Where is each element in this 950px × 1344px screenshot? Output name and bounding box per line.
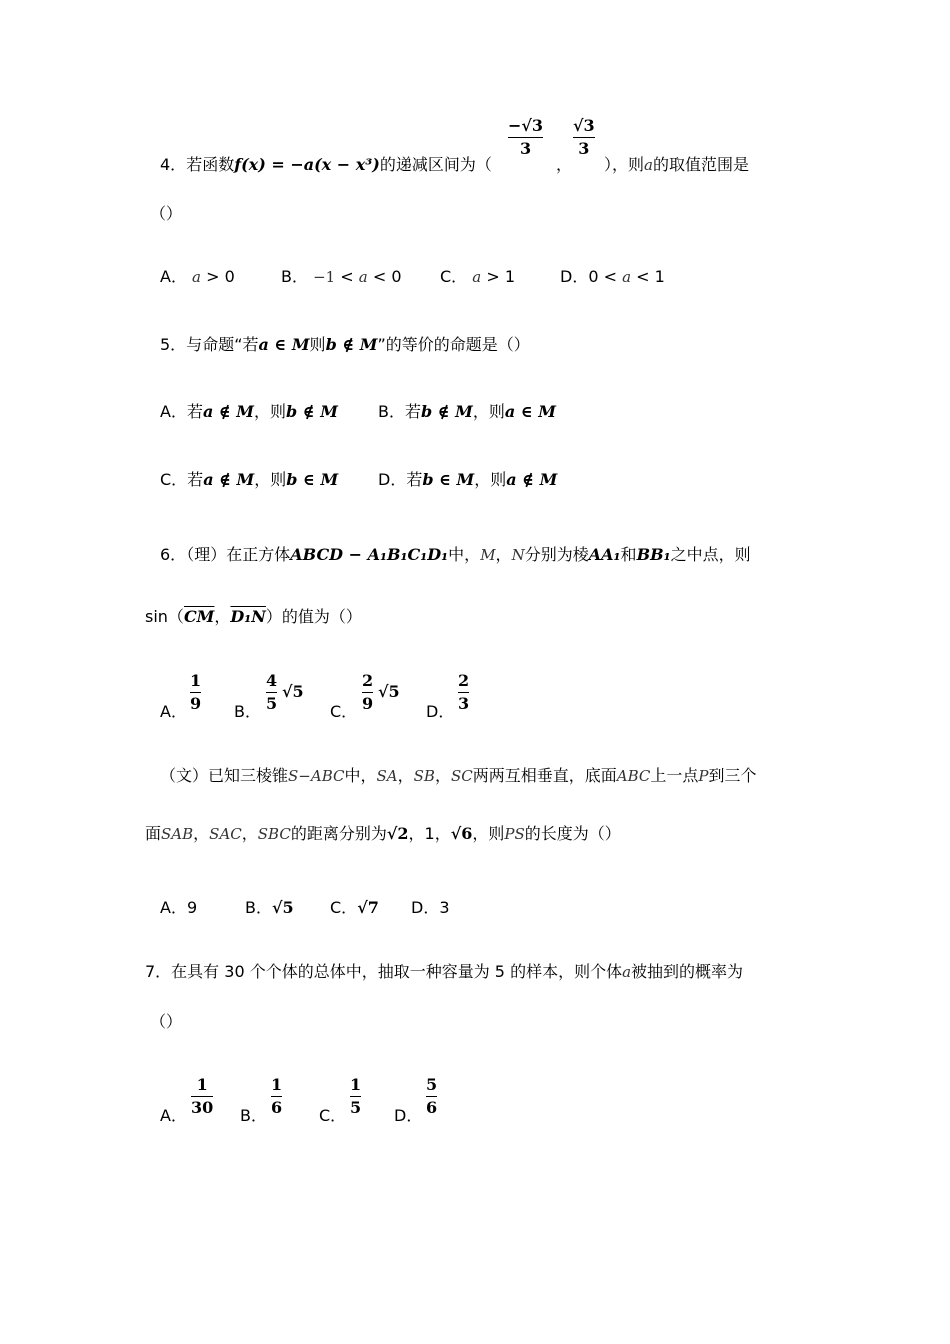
- q5-stem: [160, 335, 530, 355]
- q4-paren: （）: [150, 204, 183, 223]
- q4-number: 4．: [160, 155, 187, 174]
- fraction-bar: [190, 692, 201, 693]
- frac-denominator: 9: [362, 694, 374, 713]
- edge-sa: SA: [376, 767, 398, 785]
- var-a: a: [622, 963, 632, 981]
- q7-option-d-label: D．: [394, 1106, 423, 1125]
- segment-ps: PS: [504, 825, 525, 843]
- option-label: B．若: [378, 402, 421, 421]
- option-text: <: [340, 267, 354, 286]
- q6-text-5: 之中点，则: [670, 545, 751, 564]
- q6-option-a-label: A．: [160, 702, 187, 721]
- q6-option-a-fraction: [190, 672, 201, 713]
- option-text: ，则: [474, 470, 507, 489]
- q6-option-b-label: B．: [234, 702, 261, 721]
- var-a: a: [622, 268, 632, 286]
- option-text: 0 <: [588, 267, 617, 286]
- sqrt-2: √2: [386, 824, 409, 843]
- sqrt-5: √5: [271, 898, 294, 917]
- separator: ，: [214, 607, 231, 626]
- q5-text-2: 则: [309, 335, 326, 354]
- q4-option-c: [440, 267, 515, 287]
- frac-numerator: 5: [426, 1075, 438, 1094]
- q6-text-2: 中，: [448, 545, 481, 564]
- q7-stem: [145, 962, 743, 982]
- var-a: a: [358, 268, 368, 286]
- q6w-text-6: 面: [145, 824, 162, 843]
- q5-condition-2: b ∉ M: [325, 335, 378, 354]
- q6w-text-9: ，则: [472, 824, 505, 843]
- q4-option-a: [160, 267, 235, 287]
- q6-number: 6．: [160, 545, 187, 564]
- q6w-option-d: D．3: [411, 898, 450, 917]
- q4-option-b: [281, 267, 402, 287]
- edge-sc: SC: [450, 767, 473, 785]
- edge-aa1: AA₁: [588, 545, 621, 564]
- vector-d1n: D₁N: [230, 607, 266, 626]
- var-m: M: [480, 546, 496, 564]
- condition: a ∉ M: [203, 470, 255, 489]
- q7-text-2: 被抽到的概率为: [631, 962, 744, 981]
- var-a: a: [644, 156, 653, 174]
- q7-option-c-label: C．: [319, 1106, 347, 1125]
- q7-text-1: 7．在具有 30 个个体的总体中，抽取一种容量为 5 的样本，则个体: [145, 962, 623, 981]
- q6-stem: [160, 545, 751, 565]
- fraction-bar: [573, 137, 595, 138]
- q7-option-b-label: B．: [240, 1106, 267, 1125]
- fraction-bar: [458, 692, 469, 693]
- q7-paren: （）: [150, 1012, 183, 1031]
- var-a: a: [472, 268, 482, 286]
- fraction-bar: [191, 1096, 213, 1097]
- fraction-bar: [271, 1096, 282, 1097]
- q4-stem: [160, 155, 492, 175]
- frac-denominator: 3: [458, 694, 470, 713]
- frac-denominator: 30: [191, 1098, 214, 1117]
- option-label: B．: [281, 267, 308, 286]
- fraction-bar: [362, 692, 373, 693]
- q6w-text-8: ，1，: [408, 824, 451, 843]
- face-sbc: SBC: [257, 825, 291, 843]
- q5-option-a: [160, 402, 338, 422]
- q6-option-b-fraction: [266, 672, 277, 713]
- frac-numerator: 1: [190, 671, 202, 690]
- option-label: D．若: [378, 470, 423, 489]
- q5-condition-1: a ∈ M: [258, 335, 310, 354]
- option-text: < 1: [636, 267, 665, 286]
- q6-option-c-label: C．: [330, 702, 358, 721]
- q6-text-6: ）的值为（）: [265, 607, 362, 626]
- frac-denominator: 9: [190, 694, 202, 713]
- option-label: C．: [330, 898, 358, 917]
- q6w-text-5: 到三个: [708, 766, 757, 785]
- q7-option-d-fraction: [426, 1076, 437, 1117]
- q5-option-c: [160, 470, 338, 490]
- q4-text-1: 若函数: [186, 155, 235, 174]
- sin-text: sin（: [145, 607, 184, 626]
- q6w-text-3: 两两互相垂直，底面: [472, 766, 617, 785]
- q6-cube: ABCD − A₁B₁C₁D₁: [290, 545, 449, 564]
- option-label: B．: [245, 898, 272, 917]
- q6-option-d-fraction: [458, 672, 469, 713]
- frac-numerator: 1: [350, 1075, 362, 1094]
- option-text: > 1: [486, 267, 515, 286]
- frac-denominator: 6: [426, 1098, 438, 1117]
- frac-denominator: 3: [519, 139, 532, 158]
- q6w-option-b: [245, 898, 294, 918]
- var-n: N: [511, 546, 525, 564]
- q4-interval-right: [573, 117, 595, 158]
- option-label: C．若: [160, 470, 204, 489]
- condition: a ∈ M: [504, 402, 556, 421]
- frac-denominator: 6: [271, 1098, 283, 1117]
- option-label: A．若: [160, 402, 203, 421]
- q7-option-a-label: A．: [160, 1106, 187, 1125]
- condition: b ∈ M: [422, 470, 475, 489]
- point-p: P: [698, 767, 709, 785]
- frac-numerator: √3: [573, 116, 595, 135]
- separator: ，: [495, 545, 512, 564]
- face-abc: ABC: [616, 767, 651, 785]
- q4-option-d: [560, 267, 665, 287]
- q6-option-c-sqrt: √5: [378, 682, 400, 701]
- q6w-stem-line-1: [160, 766, 756, 786]
- q6w-text-2: 中，: [344, 766, 377, 785]
- q6-option-d-label: D．: [426, 702, 455, 721]
- frac-numerator: √3: [521, 116, 544, 135]
- q6w-stem-line-2: [145, 824, 621, 844]
- frac-numerator: 2: [458, 671, 470, 690]
- q6w-option-c: [330, 898, 379, 918]
- condition: a ∉ M: [202, 402, 255, 421]
- q7-option-c-fraction: [350, 1076, 361, 1117]
- q5-text-1: 与命题“若: [186, 335, 259, 354]
- q4-function: f(x) = −a(x − x³): [234, 155, 380, 174]
- q6w-option-a: A．9: [160, 898, 198, 917]
- edge-sb: SB: [413, 767, 435, 785]
- q7-option-b-fraction: [271, 1076, 282, 1117]
- q4-tail: [604, 155, 749, 175]
- separator: ，: [241, 824, 258, 843]
- var-a: a: [192, 268, 201, 286]
- option-text: ，则: [254, 402, 287, 421]
- q4-text-3: ），则: [604, 155, 645, 174]
- q4-interval-left: [508, 117, 543, 158]
- frac-denominator: 3: [578, 139, 590, 158]
- frac-numerator: 1: [196, 1075, 208, 1094]
- sqrt-6: √6: [450, 824, 473, 843]
- q6-text-4: 和: [620, 545, 637, 564]
- option-label: A．: [160, 267, 187, 286]
- edge-bb1: BB₁: [636, 545, 671, 564]
- number: −1: [313, 268, 336, 286]
- minus-sign: −: [508, 116, 522, 135]
- q6-option-b-sqrt: √5: [282, 682, 304, 701]
- option-text: > 0: [206, 267, 235, 286]
- q5-option-d: [378, 470, 557, 490]
- pyramid-sabc: S−ABC: [288, 767, 345, 785]
- q5-text-3: ”的等价的命题是（）: [377, 335, 530, 354]
- condition: b ∈ M: [286, 470, 339, 489]
- option-text: < 0: [372, 267, 402, 286]
- sqrt-7: √7: [357, 898, 379, 917]
- q6w-text-4: 上一点: [650, 766, 699, 785]
- q6w-text-10: 的长度为（）: [524, 824, 621, 843]
- q4-comma: ，: [556, 155, 573, 174]
- face-sab: SAB: [161, 825, 194, 843]
- option-label: D．: [560, 267, 589, 286]
- separator: ，: [397, 766, 414, 785]
- condition: a ∉ M: [506, 470, 558, 489]
- q6-text-1: （理）在正方体: [186, 545, 291, 564]
- fraction-bar: [350, 1096, 361, 1097]
- q6w-text-7: 的距离分别为: [290, 824, 387, 843]
- frac-denominator: 5: [350, 1098, 362, 1117]
- frac-denominator: 5: [266, 694, 278, 713]
- separator: ，: [434, 766, 451, 785]
- option-label: C．: [440, 267, 468, 286]
- vector-cm: $\overline{CM}$: [183, 607, 215, 626]
- q6w-text-1: （文）已知三棱锥: [160, 766, 289, 785]
- condition: b ∉ M: [420, 402, 473, 421]
- q7-option-a-fraction: [191, 1076, 213, 1117]
- q6-text-3: 分别为棱: [524, 545, 589, 564]
- q5-option-b: [378, 402, 556, 422]
- condition: b ∉ M: [286, 402, 338, 421]
- q5-number: 5．: [160, 335, 187, 354]
- q6-sin-line: [145, 607, 362, 627]
- fraction-bar: [266, 692, 277, 693]
- face-sac: SAC: [209, 825, 242, 843]
- fraction-bar: [508, 137, 543, 138]
- separator: ，: [193, 824, 210, 843]
- frac-numerator: 4: [266, 671, 278, 690]
- frac-numerator: 2: [362, 671, 374, 690]
- q6-option-c-fraction: [362, 672, 373, 713]
- frac-numerator: 1: [271, 1075, 283, 1094]
- q4-text-2: 的递减区间为（: [379, 155, 492, 174]
- option-text: ，则: [254, 470, 287, 489]
- q4-text-4: 的取值范围是: [652, 155, 749, 174]
- option-text: ，则: [472, 402, 505, 421]
- fraction-bar: [426, 1096, 437, 1097]
